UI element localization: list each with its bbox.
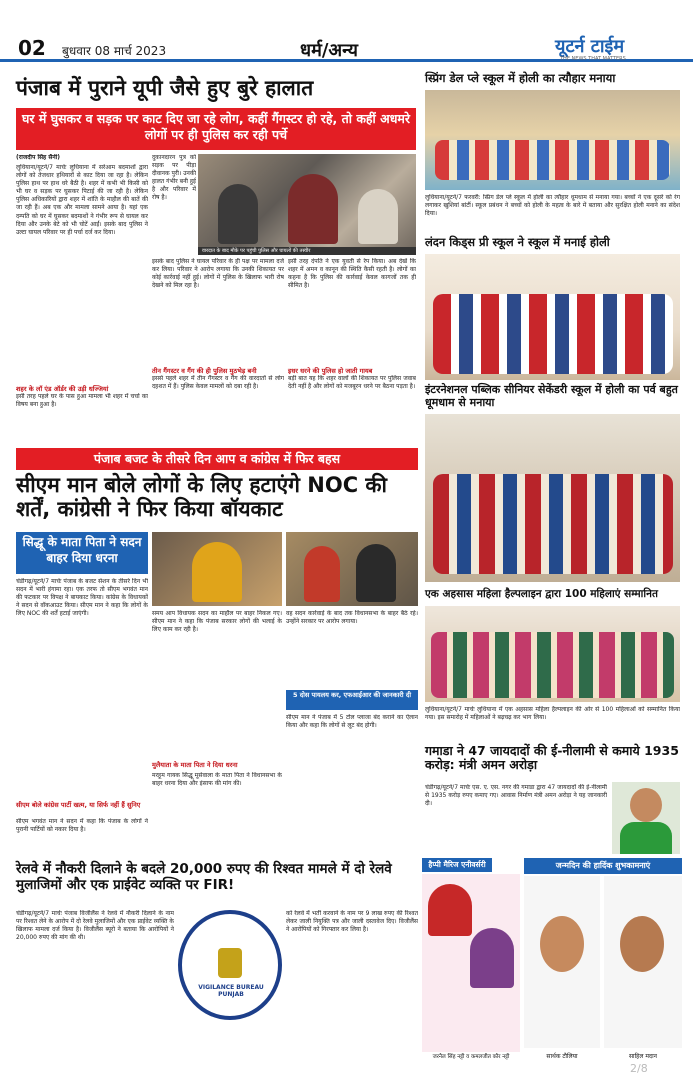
story8-body-2: को रेलवे में भर्ती करवाने के नाम पर 9 लाख रुपए की रिश्वत लेकर जाली नियुक्ति पत्र और जाली दस्तावेज दिए। विजीलैंस ने आरोपियों को गिरफ्तार कर लिया है। — [286, 910, 418, 934]
vigilance-logo-text: VIGILANCE BUREAU PUNJAB — [198, 984, 264, 998]
anniversary-banner: हैप्पी मैरिज एनीवर्सरी — [422, 858, 492, 872]
photo-children-row — [435, 140, 670, 180]
story5-body-right: वह सदन कार्रवाई के बाद तक विधानसभा के बाहर बैठे रहे। उन्होंने सरकार पर आरोप लगाया। — [286, 610, 418, 626]
story5-band: पंजाब बजट के तीसरे दिन आप व कांग्रेस में फिर बहस — [16, 448, 418, 470]
story5-body-right-b: सीएम मान ने पंजाब में 5 टोल प्लाजा बंद कराने का ऐलान किया और कहा कि लोगों से लूट बंद होगी। — [286, 714, 418, 730]
bday-face — [540, 916, 584, 972]
story1-deck: घर में घुसकर व सड़क पर काट दिए जा रहे लोग, कहीं गैंगस्टर हो रहे, तो कहीं अधमरे लोगों पर ही पुलिस कर रही पर्चे — [16, 108, 416, 150]
photo-women-row — [431, 632, 674, 698]
story6-photo — [425, 606, 680, 702]
story1-col1: लुधियाना/यूटर्न/7 मार्चः लुधियाना में सरेआम बदमाशों द्वारा लोगों को तेजधार हथियारों से काट दिया जा रहा है। लेकिन पुलिस हाथ पर हाथ धरे बैठी है। शहर में कभी भी किसी को भी घर व सड़क पर घुसकर पिटाई की जा रही है। लेकिन पुलिस अधिकारियों द्वारा शहर में शांति के माहौल की बातें की जा रही हैं। अब एक और मामला सामने आया है। यहां एक दम्पति को घर में घुसकर बदमाशों ने गंभीर रूप से घायल कर दिया और उनके बेटे को भी चोटें आईं। इसके बाद पुलिस ने उल्टा घायल परिवार पर ही पर्चा दर्ज कर दिया। — [16, 164, 148, 236]
story5-body-mid: समय आप विधायक सदन का माहौल पर बाहर निकल गए। सीएम मान ने कहा कि पंजाब सरकार लोगों की भलाई के लिए काम कर रही है। — [152, 610, 282, 634]
story5-subhead-mid: मुलैयाता के माता पिता ने दिया धरना — [152, 761, 238, 769]
photo-figure — [192, 542, 242, 602]
birthday-banner: जन्मदिन की हार्दिक शुभकामनाएं — [524, 858, 682, 874]
page-number: 02 — [18, 36, 46, 60]
anniversary-ad — [422, 874, 520, 1052]
story4-headline: इंटरनेशनल पब्लिक सीनियर सेकेंडरी स्कूल में होली का पर्व बहुत धूमधाम से मनाया — [425, 383, 678, 409]
brand-logo: यूटर्न टाईम — [555, 36, 625, 57]
birthday-ad-2 — [604, 876, 682, 1048]
story5-side-headline: सिद्धू के माता पिता ने सदन बाहर दिया धरना — [16, 532, 148, 574]
photo-figure — [358, 189, 398, 244]
story1-subhead-1: शहर के लॉ एंड ऑर्डर की उड़ी धज्जियां — [16, 385, 109, 393]
story3-photo — [425, 254, 680, 380]
photo-children-row — [433, 474, 673, 574]
story5-photo-1 — [152, 532, 282, 606]
story5-subhead-left: सीएम बोले कांग्रेस पार्टी खत्म, या सिर्फ नहीं हैं सुनिए — [16, 801, 141, 809]
story8-body-1: चंडीगढ़/यूटर्न/7 मार्चः पंजाब विजीलैंस ने रेलवे में नौकरी दिलाने के नाम पर रिश्वत लेने के आरोप में दो रेलवे मुलाजिमों और एक प्राईवेट व्यक्ति के खिलाफ मामला दर्ज किया है। विजीलैंस ब्यूरो ने बताया कि आरोपियों ने 20,000 रुपए की मांग की थी। — [16, 910, 174, 942]
couple-caption: जरनैल सिंह नट्टी व कमलजीत कौर नट्टी — [432, 1054, 510, 1060]
photo-figure — [304, 546, 340, 602]
bday2-name: साहिल मदान — [629, 1053, 657, 1060]
bday-face — [620, 916, 664, 972]
story4-photo — [425, 414, 680, 582]
issue-date: बुधवार 08 मार्च 2023 — [62, 44, 167, 58]
portrait-face — [630, 788, 662, 822]
story1-col2: इसके बाद पुलिस ने घायल परिवार के ही पक्ष पर मामला दर्ज कर लिया। परिवार ने आरोप लगाया कि उनकी शिकायत पर कोई कार्रवाई नहीं हुई। लोगों में पुलिस के खिलाफ भारी रोष देखने को मिल रहा है। — [152, 258, 284, 290]
photo-children-row — [433, 294, 673, 374]
brand-tagline: THE NEWS THAT MATTERS — [560, 56, 626, 62]
minister-photo — [612, 782, 680, 854]
story6-body: लुधियाना/यूटर्न/7 मार्चः लुधियाना में एक अहसास महिला हैल्पलाइन की ओर से 100 महिलाओं को सम्मानित किया गया। इस समारोह में महिलाओं ने बढ़चढ़ कर भाग लिया। — [425, 706, 680, 722]
story2-body: लुधियाना/यूटर्न/7 फरवरी: स्प्रिंग डेल प्ले स्कूल में होली का त्यौहार धूमधाम से मनाया गया। बच्चों ने एक दूसरे को रंग लगाकर खुशियां बांटीं। स्कूल प्रबंधन ने बच्चों को होली के महत्व के बारे में बताया और सुरक्षित होली मनाने का संदेश दिया। — [425, 194, 680, 218]
story1-subhead-2: तीन गैंगस्टर व गैंग की ही पुलिस मुठभेड़ बनी — [152, 367, 257, 375]
story5-body-left-b: सीएम भगवंत मान ने सदन में कहा कि पंजाब के लोगों ने पुरानी पार्टियों को नकार दिया है। — [16, 818, 148, 834]
bday1-name: सार्थक टौलिया — [546, 1053, 578, 1060]
story1-col3b: बड़ी बात यह कि शहर वालों की शिकायत पर पुलिस जवाब देती नहीं है और लोगों को मजबूरन धरने पर बैठना पड़ता है। — [288, 375, 416, 391]
story2-photo — [425, 90, 680, 190]
story3-headline: लंदन किड्स प्री स्कूल ने स्कूल में मनाई होली — [425, 235, 610, 249]
story2-headline: स्प्रिंग डेल प्ले स्कूल में होली का त्यौहार मनाया — [425, 71, 616, 85]
emblem-icon — [218, 948, 242, 978]
bride-photo — [470, 928, 514, 988]
portrait-body — [620, 822, 672, 854]
story1-photo-caption: वारदात के बाद मौके पर पहुंची पुलिस और घायलों की तस्वीर — [198, 247, 416, 255]
groom-photo — [428, 884, 472, 936]
story6-headline: एक अहसास महिला हैल्पलाइन द्वारा 100 महिलाएं सम्मानित — [425, 588, 658, 600]
story5-body-mid-b: मरहूम गायक सिद्धू मूसेवाला के माता पिता ने विधानसभा के बाहर धरना दिया और इंसाफ की मांग की। — [152, 772, 282, 788]
photo-figure — [356, 544, 396, 602]
story5-headline: सीएम मान बोले लोगों के लिए हटाएंगे NOC की शर्तें, कांग्रेसी ने फिर किया बॉयकाट — [16, 473, 387, 522]
birthday-ad-1 — [524, 876, 600, 1048]
story7-headline: गमाडा ने 47 जायदादों की ई-नीलामी से कमाये 1935 करोड़: मंत्री अमन अरोड़ा — [425, 743, 679, 773]
story8-headline: रेलवे में नौकरी दिलाने के बदले 20,000 रुपए की रिश्वत मामले में दो रेलवे मुलाजिमों और एक प्राईवेट व्यक्ति पर FIR! — [16, 861, 392, 893]
section-title: धर्म/अन्य — [300, 40, 358, 61]
story7-body: चंडीगढ़/यूटर्न/7 मार्चः एस. ए. एस. नगर की गमाडा द्वारा 47 जायदादों की ई-नीलामी से 1935 करोड़ रुपए कमाए गए। आवास निर्माण मंत्री अमन अरोड़ा ने यह जानकारी दी। — [425, 784, 607, 808]
story1-byline: (राजदीप सिंह सैनी) — [16, 154, 61, 161]
vigilance-logo — [178, 910, 282, 1020]
page-counter: 2/8 — [630, 1062, 648, 1075]
story5-body-left: चंडीगढ़/यूटर्न/7 मार्चः पंजाब के बजट सेशन के तीसरे दिन भी सदन में भारी हंगामा रहा। एक तरफ तो सीएम भगवंत मान की फटकार पर विपक्ष ने बायकाट किया। कांग्रेस के विधायकों ने सदन से वॉकआउट किया। सीएम मान ने कहा कि लोगों के लिए NOC की शर्तें हटाई जाएंगी। — [16, 578, 148, 618]
story1-photo — [198, 154, 416, 254]
story1-col2c: इससे पहले शहर में तीन गैंगस्टर व गैंग की वारदातों से लोग दहशत में हैं। पुलिस केवल मामलों को दबा रही है। — [152, 375, 284, 391]
story1-col1b: इसी तरह पहले घर के पास हुआ मामला भी शहर में चर्चा का विषय बना हुआ है। — [16, 393, 148, 409]
photo-figure — [218, 184, 258, 244]
story1-col2-narrow: दुकानदारन पुत्र को सड़क पर पीड़ा दीवानक पुरी। उनकी हालत गंभीर बनी हुई है और परिवार में रोष है। — [152, 154, 196, 202]
story1-col3: इसी तरह दंपति ने एक युवती से रेप किया। अब देखें कि शहर में अमन व कानून की स्थिति कैसी रहती है। लोगों का कहना है कि पुलिस की कार्रवाई केवल कागजों तक ही सीमित है। — [288, 258, 416, 290]
story5-subhead-right: 5 दोस पायलय कर, एफआईआर की जानकारी दी — [286, 690, 418, 710]
story1-headline: पंजाब में पुराने यूपी जैसे हुए बुरे हालात — [16, 76, 314, 100]
story1-subhead-3: इधर धरने की पुलिस हो जाती गायब — [288, 367, 373, 375]
story5-photo-2 — [286, 532, 418, 606]
photo-figure — [288, 174, 338, 244]
